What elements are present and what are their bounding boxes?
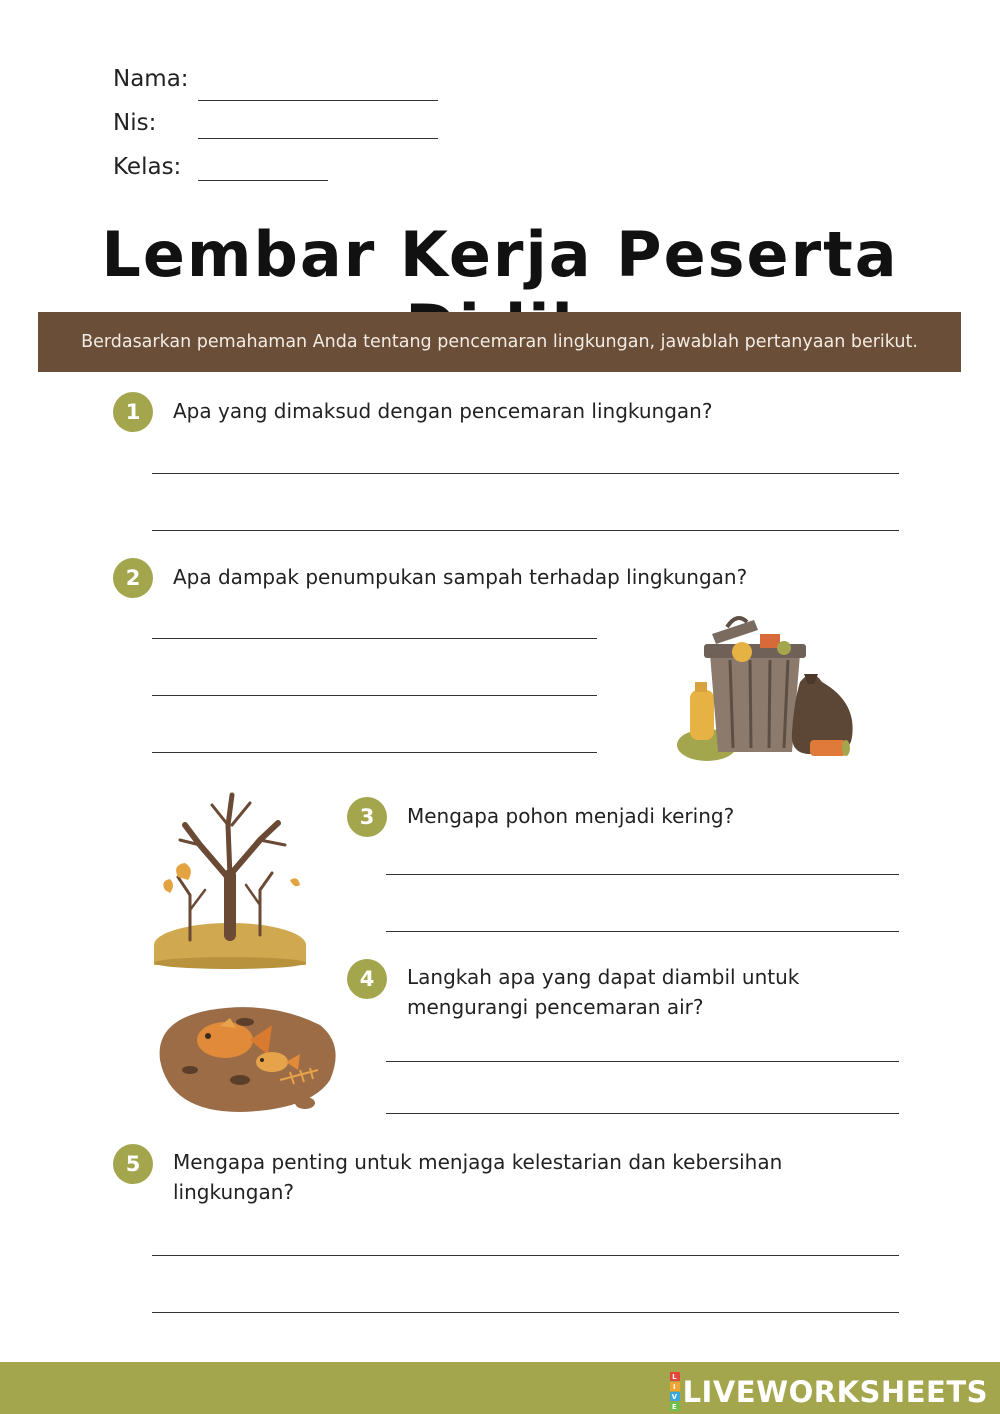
nis-input-line[interactable] [198, 138, 438, 139]
kelas-label: Kelas: [113, 154, 182, 180]
question-5-answer-line-1[interactable] [152, 1255, 899, 1256]
liveworksheets-logo-icon: L I V E [670, 1372, 680, 1411]
question-5-answer-line-2[interactable] [152, 1312, 899, 1313]
question-5-text: Mengapa penting untuk menjaga kelestarian dan kebersihan lingkungan? [173, 1150, 783, 1204]
question-4-badge: 4 [347, 959, 387, 999]
polluted-water-fish-illustration [150, 1000, 345, 1120]
brand-text: LIVEWORKSHEETS [682, 1374, 988, 1409]
question-3-answer-line-1[interactable] [386, 874, 899, 875]
dry-tree-illustration [150, 785, 310, 970]
footer-bar [0, 1362, 1000, 1414]
question-2-text: Apa dampak penumpukan sampah terhadap lingkungan? [173, 565, 748, 589]
question-4-answer-line-1[interactable] [386, 1061, 899, 1062]
question-1-text: Apa yang dimaksud dengan pencemaran lingkungan? [173, 399, 713, 423]
nis-label: Nis: [113, 110, 157, 136]
question-1-answer-line-2[interactable] [152, 530, 899, 531]
liveworksheets-brand[interactable] [670, 1372, 988, 1411]
nama-input-line[interactable] [198, 100, 438, 101]
trash-can-illustration [672, 612, 867, 767]
kelas-input-line[interactable] [198, 180, 328, 181]
instruction-banner: Berdasarkan pemahaman Anda tentang pencemaran lingkungan, jawablah pertanyaan berikut. [38, 312, 961, 372]
question-2-answer-line-2[interactable] [152, 695, 597, 696]
question-3-badge: 3 [347, 797, 387, 837]
question-1-answer-line-1[interactable] [152, 473, 899, 474]
question-2-answer-line-3[interactable] [152, 752, 597, 753]
question-3-text: Mengapa pohon menjadi kering? [407, 804, 735, 828]
question-2-answer-line-1[interactable] [152, 638, 597, 639]
page-title: Lembar Kerja Peserta [101, 218, 899, 291]
question-2-badge: 2 [113, 558, 153, 598]
question-4-answer-line-2[interactable] [386, 1113, 899, 1114]
question-5-badge: 5 [113, 1144, 153, 1184]
nama-label: Nama: [113, 66, 189, 92]
question-3-answer-line-2[interactable] [386, 931, 899, 932]
question-1-badge: 1 [113, 392, 153, 432]
question-4-text: Langkah apa yang dapat diambil untuk mengurangi pencemaran air? [407, 965, 800, 1019]
